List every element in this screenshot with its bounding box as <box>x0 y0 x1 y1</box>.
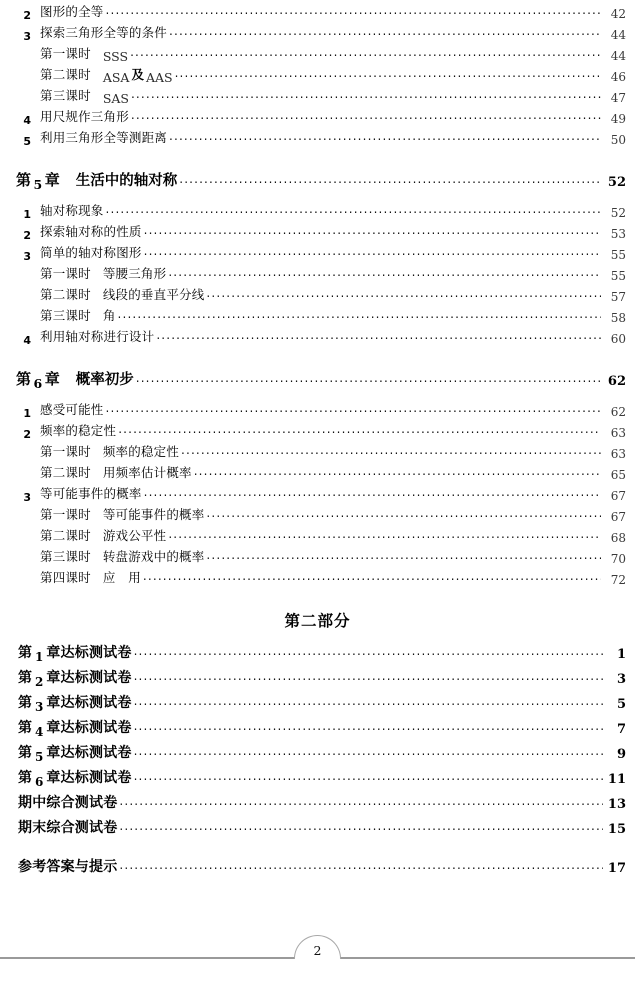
dot-leader <box>134 741 603 757</box>
test-paper-title: 期中综合测试卷 <box>18 795 118 811</box>
page-number: 13 <box>607 797 626 812</box>
test-paper-title: 章达标测试卷 <box>46 745 132 761</box>
page-footer <box>0 931 635 965</box>
chapter-number: 1 <box>35 650 44 664</box>
page-number: 9 <box>616 747 626 762</box>
dot-leader <box>169 126 601 142</box>
section-number: 1 <box>23 208 31 221</box>
lesson-label: 第二课时 <box>40 67 91 82</box>
dot-leader <box>156 325 601 341</box>
lesson-title: 用频率估计概率 <box>102 465 192 480</box>
chapter-number: 4 <box>35 725 44 739</box>
toc-entry-section[interactable] <box>0 482 635 503</box>
dot-leader <box>106 398 601 414</box>
chapter-prefix: 第 <box>18 745 32 761</box>
section-number: 2 <box>23 9 31 22</box>
page-number: 3 <box>616 672 626 687</box>
page-number: 17 <box>607 861 626 876</box>
lesson-label: 第一课时 <box>40 46 91 61</box>
lesson-label: 第一课时 <box>40 266 91 281</box>
dot-leader <box>206 283 601 299</box>
toc-entry-lesson[interactable] <box>0 545 635 566</box>
toc-entry-test-paper[interactable] <box>0 666 635 691</box>
dot-leader <box>144 220 601 236</box>
dot-leader <box>134 766 603 782</box>
page-number: 65 <box>610 468 626 482</box>
section-number: 3 <box>23 491 31 504</box>
chapter-number: 2 <box>35 675 44 689</box>
lesson-code: SSS <box>102 49 129 64</box>
toc-entry-section[interactable] <box>0 199 635 220</box>
dot-leader <box>181 440 601 456</box>
dot-leader <box>131 84 601 100</box>
toc-entry-lesson[interactable] <box>0 84 635 105</box>
toc-entry-chapter[interactable] <box>0 368 635 398</box>
lesson-title: 线段的垂直平分线 <box>102 287 205 302</box>
toc-entry-section[interactable] <box>0 0 635 21</box>
toc-entry-lesson[interactable] <box>0 262 635 283</box>
test-paper-title: 章达标测试卷 <box>46 695 132 711</box>
dot-leader <box>194 461 601 477</box>
toc-entry-lesson[interactable] <box>0 503 635 524</box>
chapter-number: 6 <box>35 775 44 789</box>
lesson-code: ASA <box>102 70 130 85</box>
section-title: 利用三角形全等测距离 <box>40 130 168 145</box>
page-number: 44 <box>610 49 626 63</box>
section-title: 频率的稳定性 <box>40 423 117 438</box>
dot-leader <box>106 199 601 215</box>
toc-entry-test-paper[interactable] <box>0 766 635 791</box>
toc-entry-lesson[interactable] <box>0 461 635 482</box>
dot-leader <box>119 816 603 832</box>
dot-leader <box>118 419 601 435</box>
toc-entry-section[interactable] <box>0 398 635 419</box>
toc-entry-section[interactable] <box>0 325 635 346</box>
spacer <box>0 587 635 609</box>
dot-leader <box>168 262 601 278</box>
toc-entry-answers[interactable] <box>0 855 635 880</box>
chapter-title: 概率初步 <box>75 372 134 388</box>
toc-entry-lesson[interactable] <box>0 524 635 545</box>
page-number: 63 <box>610 447 626 461</box>
dot-leader <box>143 566 601 582</box>
chapter-prefix: 第 <box>16 171 32 189</box>
toc-entry-test-paper[interactable] <box>0 791 635 816</box>
section-number: 1 <box>23 407 31 420</box>
page-number: 67 <box>610 510 626 524</box>
test-paper-title: 章达标测试卷 <box>46 670 132 686</box>
chapter-suffix: 章 <box>44 171 60 189</box>
page-number: 42 <box>610 7 626 21</box>
chapter-number: 6 <box>33 376 43 391</box>
toc-entry-section[interactable] <box>0 105 635 126</box>
page-number: 47 <box>610 91 626 105</box>
lesson-code: SAS <box>102 91 129 106</box>
page-number: 7 <box>616 722 626 737</box>
page-number: 44 <box>610 28 626 42</box>
page-number: 46 <box>610 70 626 84</box>
page-number: 50 <box>610 133 626 147</box>
toc-entry-section[interactable] <box>0 21 635 42</box>
section-title: 利用轴对称进行设计 <box>40 329 155 344</box>
dot-leader <box>130 42 601 58</box>
page-number: 55 <box>610 269 626 283</box>
dot-leader <box>169 21 601 37</box>
test-paper-title: 章达标测试卷 <box>46 720 132 736</box>
lesson-label: 第二课时 <box>40 465 91 480</box>
lesson-label: 第二课时 <box>40 528 91 543</box>
chapter-prefix: 第 <box>18 670 32 686</box>
test-paper-title: 章达标测试卷 <box>46 770 132 786</box>
page-number: 5 <box>616 697 626 712</box>
page-number: 72 <box>610 573 626 587</box>
section-number: 3 <box>23 30 31 43</box>
lesson-label: 第一课时 <box>40 444 91 459</box>
spacer <box>0 147 635 169</box>
page-number: 70 <box>610 552 626 566</box>
page-number: 15 <box>607 822 626 837</box>
toc-entry-section[interactable] <box>0 241 635 262</box>
folio-page-number: 2 <box>313 943 322 958</box>
dot-leader <box>144 482 601 498</box>
dot-leader <box>131 105 601 121</box>
answers-title: 参考答案与提示 <box>18 859 118 875</box>
chapter-prefix: 第 <box>18 720 32 736</box>
dot-leader <box>106 0 601 16</box>
dot-leader <box>134 691 603 707</box>
toc-entry-lesson[interactable] <box>0 566 635 587</box>
lesson-title: 游戏公平性 <box>102 528 167 543</box>
dot-leader <box>134 716 603 732</box>
test-paper-title: 期末综合测试卷 <box>18 820 118 836</box>
page-number: 68 <box>610 531 626 545</box>
section-number: 4 <box>23 114 31 127</box>
part-two-heading: 第二部分 <box>284 612 351 630</box>
section-number: 5 <box>23 135 31 148</box>
page-number: 57 <box>610 290 626 304</box>
toc-entry-test-paper[interactable] <box>0 741 635 766</box>
page-number: 1 <box>616 647 626 662</box>
toc-entry-section[interactable] <box>0 419 635 440</box>
page-number: 63 <box>610 426 626 440</box>
section-title: 感受可能性 <box>40 402 104 417</box>
toc-entry-test-paper[interactable] <box>0 691 635 716</box>
lesson-title: 转盘游戏中的概率 <box>102 549 205 564</box>
toc-entry-test-paper[interactable] <box>0 716 635 741</box>
section-title: 图形的全等 <box>40 4 104 19</box>
dot-leader <box>206 503 601 519</box>
lesson-code-secondary: AAS <box>145 70 173 85</box>
section-number: 2 <box>23 229 31 242</box>
dot-leader <box>168 524 601 540</box>
toc-entry-lesson[interactable] <box>0 42 635 63</box>
lesson-title: 等腰三角形 <box>102 266 167 281</box>
lesson-label: 第三课时 <box>40 88 91 103</box>
footer-rule-left <box>0 957 295 959</box>
page-number: 11 <box>607 772 626 787</box>
footer-rule-right <box>340 957 635 959</box>
lesson-label: 第二课时 <box>40 287 91 302</box>
dot-leader <box>119 855 603 871</box>
test-paper-title: 章达标测试卷 <box>46 645 132 661</box>
toc-entry-chapter[interactable] <box>0 169 635 199</box>
dot-leader <box>119 791 603 807</box>
dot-leader <box>175 63 601 79</box>
lesson-label: 第三课时 <box>40 308 91 323</box>
page-number: 49 <box>610 112 626 126</box>
dot-leader <box>136 368 601 384</box>
page-number: 62 <box>607 374 626 389</box>
section-number: 2 <box>23 428 31 441</box>
lesson-title: 应 用 <box>102 570 141 585</box>
chapter-number: 5 <box>33 177 43 192</box>
toc-entry-test-paper[interactable] <box>0 641 635 666</box>
chapter-suffix: 章 <box>44 370 60 388</box>
section-number: 3 <box>23 250 31 263</box>
lesson-title: 角 <box>102 308 116 323</box>
section-title: 探索轴对称的性质 <box>40 224 142 239</box>
section-number: 4 <box>23 334 31 347</box>
toc-entry-lesson[interactable] <box>0 304 635 325</box>
lesson-label: 第一课时 <box>40 507 91 522</box>
page-number: 52 <box>610 206 626 220</box>
lesson-label: 第三课时 <box>40 549 91 564</box>
chapter-number: 5 <box>35 750 44 764</box>
toc-entry-lesson[interactable] <box>0 63 635 84</box>
spacer <box>0 346 635 368</box>
chapter-prefix: 第 <box>18 770 32 786</box>
toc-entry-lesson[interactable] <box>0 440 635 461</box>
chapter-prefix: 第 <box>16 370 32 388</box>
chapter-prefix: 第 <box>18 645 32 661</box>
dot-leader <box>206 545 601 561</box>
dot-leader <box>118 304 601 320</box>
toc-entry-section[interactable] <box>0 126 635 147</box>
section-title: 探索三角形全等的条件 <box>40 25 168 40</box>
lesson-label: 第四课时 <box>40 570 91 585</box>
page-number: 58 <box>610 311 626 325</box>
toc-entry-lesson[interactable] <box>0 283 635 304</box>
dot-leader <box>144 241 601 257</box>
section-title: 轴对称现象 <box>40 203 104 218</box>
chapter-prefix: 第 <box>18 695 32 711</box>
section-title: 用尺规作三角形 <box>40 109 129 124</box>
lesson-conjunction: 及 <box>131 67 144 82</box>
page-number: 67 <box>610 489 626 503</box>
dot-leader <box>134 641 603 657</box>
page-number: 55 <box>610 248 626 262</box>
toc-entry-test-paper[interactable] <box>0 816 635 841</box>
page-number: 62 <box>610 405 626 419</box>
dot-leader <box>134 666 603 682</box>
section-title: 等可能事件的概率 <box>40 486 142 501</box>
lesson-title: 频率的稳定性 <box>102 444 180 459</box>
section-title: 简单的轴对称图形 <box>40 245 142 260</box>
chapter-title: 生活中的轴对称 <box>75 173 178 189</box>
dot-leader <box>179 169 601 185</box>
lesson-title: 等可能事件的概率 <box>102 507 205 522</box>
page-number: 53 <box>610 227 626 241</box>
page-number: 52 <box>607 175 626 190</box>
spacer <box>0 841 635 855</box>
toc-entry-section[interactable] <box>0 220 635 241</box>
page-number: 60 <box>610 332 626 346</box>
chapter-number: 3 <box>35 700 44 714</box>
